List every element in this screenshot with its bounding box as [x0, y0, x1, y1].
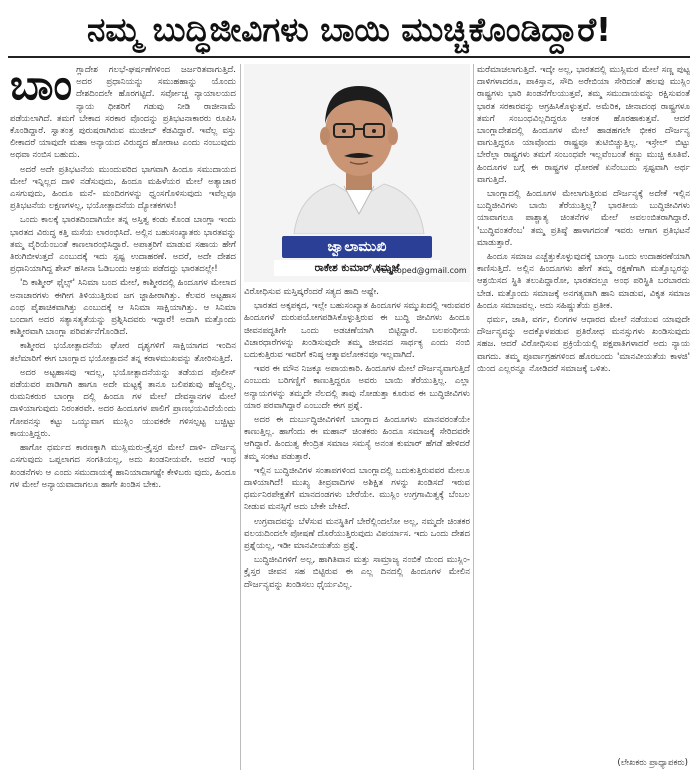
- article-column-1: [10, 64, 236, 770]
- paragraph: ಬಾಂಗ್ಲಾದಲ್ಲಿ ಹಿಂದೂಗಳ ಮೇಲಾಗುತ್ತಿರುವ ದೌರ್ಜನ್ಯಕ್ಕೆ ಅದೇಕೆ ಇಲ್ಲಿನ ಬುದ್ಧಿಜೀವಿಗಳು ಬಾಯಿ ತೆರೆಯುತ್ತಿಲ್ಲ? ಭಾರತೀಯ ಬುದ್ಧಿಜೀವಿಗಳು ಯಾವಾಗಲೂ ಪಾಶ್ಚಾತ್ಯ ಚಿಂತನೆಗಳ ಮೇಲೆ ಅವಲಂಬಿತರಾಗಿದ್ದಾರೆ. 'ಬುದ್ಧಿವಂತರೆಂಬ' ತಮ್ಮ ಪ್ರತಿಷ್ಠೆ ಹಾಳಾಗದಂತೆ ಇವರು ಆಗಾಗ ಪ್ರತಿಭಟನೆ ಮಾಡುತ್ತಾರೆ.: [477, 189, 690, 248]
- paragraph: ಇವರ ಈ ಮೌನ ನಿಜಕ್ಕೂ ಅಪಾಯಕಾರಿ. ಹಿಂದೂಗಳ ಮೇಲೆ ದೌರ್ಜನ್ಯವಾಗುತ್ತಿದೆ ಎಂಬುದು ಬರಿಗಣ್ಣಿಗೆ ಕಾಣುತ್ತಿದ್ದರೂ ಅವರು ಬಾಯಿ ತೆರೆಯುತ್ತಿಲ್ಲ. ಎಲ್ಲಾ ಅನ್ಯಾಯಗಳನ್ನು ತಮ್ಮದೇ ನೆಲದಲ್ಲಿ ತಾವು ನೋಡುತ್ತಾ ಕೂರುವ ಈ ಬುದ್ಧಿಜೀವಿಗಳು ಯಾರ ಪರವಾಗಿದ್ದಾರೆ ಎಂಬುದೇ ಈಗ ಪ್ರಶ್ನೆ.: [244, 364, 470, 411]
- paragraph: ಧರ್ಮ, ಜಾತಿ, ವರ್ಗ, ಲಿಂಗಗಳ ಆಧಾರದ ಮೇಲೆ ನಡೆಯುವ ಯಾವುದೇ ದೌರ್ಜನ್ಯವನ್ನು ಅದಕ್ಕೊಳಪಡುವ ಪ್ರತಿರೋಧ ಮನಸ್ಸುಗಳು ಖಂಡಿಸುವುದು ಸಹಜ. ಆದರೆ ವಿರೋಧಿಸುವ ಪ್ರಕ್ರಿಯೆಯಲ್ಲಿ ಪಕ್ಷಪಾತಿಗಳಾದರೆ ಅದು ನ್ಯಾಯ ವಾಗದು. ತಮ್ಮ ಪೂರ್ವಾಗ್ರಹಗಳಿಂದ ಹೊರಬಂದು 'ಮಾನವೀಯತೆಯ ಕಾಳಜಿ' ಯಿಂದ ಎಲ್ಲರನ್ನೂ ನೋಡಿದರೆ ಸಮಾಜಕ್ಕೆ ಒಳಿತು.: [477, 315, 690, 374]
- lead-paragraph: ಬಾಂಗ್ಲಾದೇಶ ಗಲಭೆ-ಘರ್ಷಣೆಗಳಿಂದ ಜರ್ಜರಿತವಾಗುತ್ತಿದೆ. ಅದರ ಪ್ರಧಾನಿಯನ್ನು ಸಮುಹಹಾನ್ನು ಯೊಂದು ದೇಶದಿಂದಲೇ ಹೊರಗಟ್ಟಿದೆ. ಸರ್ವೋಚ್ಚ ನ್ಯಾಯಾಲಯದ ನ್ಯಾಯ ಧೀಶರಿಗೆ ಗಡುವು ನೀಡಿ ರಾಜೀನಾಮೆ ಪಡೆಯಲಾಗಿದೆ. ತಮಗೆ ಬೇಕಾದ ಸರಕಾರ ವೊಂದನ್ನು ಪ್ರತಿಭಟನಾಕಾರರು ರೂಪಿಸಿ ಕೊಂಡಿದ್ದಾರೆ. ಸ್ವಾತಂತ್ರ ಪುರುಷರಾಗಿರುವ ಮುಜೀಬ್ ಕೆಡವಿದ್ದಾರೆ. ಇವೆಲ್ಲ ವಸ್ತು ಲೀಕಾದರೆ ಯಾವುದೇ ಮಹಾ ಅನ್ಯಾಯದ ವಿರುದ್ಧದ ಹೋರಾಟ ಎಂದು ನಂಬುವುದು ಅಥವಾ ನಂಬಿಸ ಬಹುದು.: [10, 64, 236, 161]
- author-byline: ರಾಕೇಶ ಕುಮಾರ್ ಕಮ್ಮಜೆ: [274, 260, 440, 276]
- paragraph: ಮರೆಮಾಚಲಾಗುತ್ತಿದೆ. ಇದ್ಕೇ ಅಲ್ಲ, ಭಾರತದಲ್ಲಿ ಮುಸ್ಲಿಮರ ಮೇಲೆ ಸಣ್ಣ ಪುಟ್ಟ ದಾಳಿಗಳಾದರೂ, ಪಾಕಿಸ್ತಾನ, ಸೌದಿ ಅರೇಬಿಯಾ ಸೇರಿದಂತೆ ಹಲವು ಮುಸ್ಲಿಂ ರಾಷ್ಟ್ರಗಳು ಭಾರಿ ಖಂಡನೆಗೆಲಯುತ್ತವೆ, ತಮ್ಮ ಸಮುದಾಯವನ್ನು ರಕ್ಷಿಸುವಂತೆ ಭಾರತ ಸರಕಾರವನ್ನು ಆಗ್ರಹಿಸಿಕೊಳ್ಳುತ್ತವೆ. ಅಮೆರಿಕ, ಚೀನಾದಂಥ ರಾಷ್ಟ್ರಗಳೂ ತಮಗೆ ಸಂಬಂಧವಿಲ್ಲದಿದ್ದರೂ ಆತಂಕ ಹೊರಹಾಕುತ್ತವೆ. ಆದರೆ ಬಾಂಗ್ಲಾದೇಶದಲ್ಲಿ ಹಿಂದೂಗಳ ಮೇಲೆ ಹಾಡಹಗಲೇ ಭೀಕರ ದೌರ್ಜನ್ಯ ವಾಗುತ್ತಿದ್ದರೂ ಯಾವೊಂದು ರಾಷ್ಟ್ರವೂ ತುಟಿಬಿಚ್ಚುತ್ತಿಲ್ಲ. ಇಸ್ರೇಲ್ ಬಿಟ್ಟು ಬೇರೆಲ್ಲಾ ರಾಷ್ಟ್ರಗಳು ತಮಗೆ ಸಂಬಂಧವೇ ಇಲ್ಲವೆಂಬಂತೆ ಕಣ್ಣು ಮುಚ್ಚಿ ಕೂತಿವೆ. ಹಿಂದೂಗಳ ಬಗ್ಗೆ ಈ ರಾಷ್ಟ್ರಗಳ ಧೋರಣೆ ಏನೆಂಬುದು ಸ್ಪಷ್ಟವಾಗಿ ಅರ್ಥ ವಾಗುತ್ತಿದೆ.: [477, 65, 690, 185]
- author-note: (ಲೇಖಕರು ಪ್ರಾಧ್ಯಾಪಕರು): [617, 758, 688, 768]
- paragraph: ಭಾರತದ ಅಕ್ಕಪಕ್ಕದ, ಇಲ್ಲೇ ಬಹುಸಂಖ್ಯಾತ ಹಿಂದೂಗಳ ಸಮ್ಮುಖದಲ್ಲಿ ಇರುವವರ ಹಿಂದೂಗಳೆ ದುರುಪಯೋಗಪಡಿಸಿಕೊಳ್ಳುತ್ತಿರುವ ಈ ಬುದ್ಧಿ ಜೀವಿಗಳು ಹಿಂದೂ ಜೀವನಪದ್ಧತಿಗೇ ಒಂದು ಅಡಚಣೆಯಾಗಿ ಬಿಟ್ಟಿದ್ದಾರೆ. ಬಲಪಂಥೀಯ ವಿಚಾರಧಾರೆಗಳನ್ನು ಖಂಡಿಸುವುದೇ ತಮ್ಮ ಜೀವನದ ಸಾರ್ಥಕ್ಯ ಎಂದು ನಂಬಿ ಬದುಕುತ್ತಿರುವ ಇವರಿಗೆ ಕನಿಷ್ಠ ಆತ್ಮಾವಲೋಕನವೂ ಇಲ್ಲವಾಗಿದೆ.: [244, 301, 470, 361]
- paragraph: ಇಲ್ಲಿನ ಬುದ್ಧಿಜೀವಿಗಳ ಸಂತಾಪಗಳಿಂದ ಬಾಂಗ್ಲಾದಲ್ಲಿ ಬದುಕುತ್ತಿರುವವರ ಮೇಲೂ ದಾಳಿಯಾಗಿದೆ! ಮುಖ್ಯ ತೀವ್ರವಾದಿಗಳ ಅಶಿಕ್ಷಿತ ಗಳನ್ನು ಖಂಡಿಸದೆ ಇರುವ ಧರ್ಮನಿರಪೇಕ್ಷತೆಗೆ ಮಾನದಂಡಗಳು ಬೇರೆಯೇ. ಮುಸ್ಲಿಂ ಉಗ್ರಗಾಮಿತ್ವಕ್ಕೆ ಬೆಂಬಲ ನೀಡುವ ಮನಸ್ಸಿಗೆ ಅದು ಬೇಕೇ ಬೇಕಿದೆ.: [244, 465, 470, 513]
- column-divider: [473, 64, 474, 770]
- paragraph: ವಿರೋಧಿಸುವ ಮಸ್ತಿಷ್ಕರೆಂದರೆ ಸತ್ಯದ ಹಾದಿ ಅಷ್ಟೇ.: [244, 287, 380, 297]
- headline: ನಮ್ಮ ಬುದ್ಧಿಜೀವಿಗಳು ಬಾಯಿ ಮುಚ್ಚಿಕೊಂಡಿದ್ದಾರೆ!: [86, 10, 612, 49]
- column-divider: [240, 64, 241, 770]
- paragraph: ಒಂದು ಕಾಲಕ್ಕೆ ಭಾರತದಿಂದಾಗಿಯೇ ತನ್ನ ಅಸ್ತಿತ್ವ ಕಂಡು ಕೊಂಡ ಬಾಂಗ್ಲಾ ಇಂದು ಭಾರತದ ವಿರುದ್ಧ ಕತ್ತಿ ಮಸೆಯ ಲಾರಂಭಿಸಿದೆ. ಅಲ್ಲಿನ ಬಹುಸಂಖ್ಯಾತರು ಭಾರತವನ್ನು ತಮ್ಮ ವೈರಿಯೆಂಬಂತೆ ಕಾಣಲಾರಂಭಿಸಿದ್ದಾರೆ. ಅಪಾತ್ರರಿಗೆ ಮಾಡುವ ಸಹಾಯ ಹೇಗೆ ತಿರುಗಿಬೀಳುತ್ತದೆ ಎಂಬುದಕ್ಕೆ ಇದು ಸ್ಪಷ್ಟ ಉದಾಹರಣೆ. ಅದರೆ, ಅದೇ ದೇಶದ ಪ್ರಧಾನಿಯಾಗಿದ್ದ ಶೇಖ್ ಹಸೀನಾ ಓಡಿಬಂದು ಆಶ್ರಯ ಪಡೆದದ್ದು ಭಾರತದಲ್ಲೇ!: [10, 215, 236, 275]
- author-email: vveditoped@gmail.com: [372, 266, 467, 275]
- paragraph: ಅದರ ಈ ದುರ್ಬುದ್ಧಿಜೀವಿಗಳಿಗೆ ಬಾಂಗ್ಲಾದ ಹಿಂದೂಗಳು ಮಾನವರಂತೆಯೇ ಕಾಣುತ್ತಿಲ್ಲ. ಹಾಗೆಂದು ಈ ಮಹಾನ್ ಚಿಂತಕರು ಹಿಂದೂ ಸಮಾಜಕ್ಕೆ ಸೇರಿದವರೇ ಆಗಿದ್ದಾರೆ. ಹಿಂದುತ್ವ ಕೇಂದ್ರಿತ ಸಮಾಜ ಸಮಸ್ಯೆ ಅನಂತ ಕುಮಾರ್ ಹೆಗಡೆ ಹೇಳಿದರೆ ತಮ್ಮ ಸಂಕಟ ಪಡುತ್ತಾರೆ.: [244, 415, 470, 462]
- paragraph: ಅದರೆ ಅದೇ ಪ್ರತಿಭಟನೆಯ ಮುಂದುವರಿದ ಭಾಗವಾಗಿ ಹಿಂದೂ ಸಮುದಾಯದ ಮೇಲೆ ಇನ್ನಿಲ್ಲದ ದಾಳಿ ನಡೆಸುವುದು, ಹಿಂದೂ ಮಹಿಳೆಯರ ಮೇಲೆ ಅತ್ಯಾಚಾರ ಎಸಗುವುದು, ಹಿಂದೂ ಮನೆ- ಮಂದಿರಗಳನ್ನು ಧ್ವಂಸಗೊಳಿಸುವುದು ಇವೆಲ್ಲವೂ ಪ್ರತಿಭಟನೆಯ ಲಕ್ಷಣಗಳಲ್ಲ, ಭಯೋತ್ಪಾದನೆಯ ದ್ಯೋತಕಗಳು!: [10, 164, 236, 212]
- paragraph: ಹಿಂದೂ ಸಮಾಜ ಎಚ್ಚೆತ್ತುಕೊಳ್ಳುವುದಕ್ಕೆ ಬಾಂಗ್ಲಾ ಒಂದು ಉದಾಹರಣೆಯಾಗಿ ಕಾಣಿಸುತ್ತಿದೆ. ಅಲ್ಲಿನ ಹಿಂದೂಗಳು ಹೇಗೆ ತಮ್ಮ ರಕ್ಷಣೆಗಾಗಿ ಮತ್ತೊಬ್ಬರನ್ನು ಆಶ್ರಯಿಸದ ಸ್ಥಿತಿ ತಲುಪಿದ್ದಾರೋ, ಭಾರತದಲ್ಲೂ ಅಂಥ ಪರಿಸ್ಥಿತಿ ಬರಬಾರದು ಬೇಡ. ಮತ್ತೊಂದು ಸಮಾಜಕ್ಕೆ ಅನಗತ್ಯವಾಗಿ ಹಾನಿ ಮಾಡುವ, ವಿಕೃತ ಸಮಾಜ ಹಿಂದೂ ಸಮಾಜವಲ್ಲ. ಅದು ಸಹಿಷ್ಣುತೆಯ ಪ್ರತೀಕ.: [477, 252, 690, 311]
- article-column-3: [477, 64, 690, 754]
- headline-rule: [8, 56, 690, 58]
- paragraph: ಬುದ್ಧಿಜೀವಿಗಳಿಗೆ ಅಲ್ಲ, ಹಾಗಿತಿವಾನ ಮತ್ತು ಸಾಮ್ರಾಜ್ಯ ನಂಬಿಕೆ ಯಿಂದ ಮುಸ್ಲಿಂ-ಕ್ರೈಸ್ತರ ಜೀವನ ಸಹ ಬಿಟ್ಟಿರುವ ಈ ಎಲ್ಲ ದಿನದಲ್ಲಿ ಹಿಂದೂಗಳ ಮೇಲಿನ ದೌರ್ಜನ್ಯವನ್ನು ಖಂಡಿಸಲು ಧೈರ್ಯವಿಲ್ಲ.: [244, 555, 470, 590]
- paragraph: ಅದರ ಅಟ್ಟಹಾಸವು ಇದಲ್ಲ, ಭಯೋತ್ಪಾದನೆಯನ್ನು ತಡೆಯದ ಪೊಲೀಸ್ ಪಡೆಯವರ ಪಾಡಿಗಾಗಿ ಹಾಗೂ ಅದೇ ಮಟ್ಟಕ್ಕೆ ತಾನೂ ಬಲಿಪಶುವು ಹೆಜ್ಜಲಿಲ್ಲ. ರುಮನಿಕರುರ ಬಾಂಗ್ಲಾ ದಲ್ಲಿ ಹಿಂದೂ ಗಳ ಮೇಲೆ ದೇವಸ್ಥಾನಗಳ ಮೇಲೆ ದಾಳಿಯಾಗುವುದು ನಿರಂತರವೇ. ಅದರ ಹಿಂದೂಗಳ ಪಾಲಿಗೆ ಪ್ರಾಣಭಯವಿದೆಯೆಂದು ಗೋಪನಸ್ಸು ಕಟ್ಟು ಒಯ್ಯುವಾಗ ಮುಸ್ಲಿಂ ಯುವಕರೇ ಗಳಿಸಲ್ಪಟ್ಟ ಬಚ್ಚಿಟ್ಟು ಕಾಯುತ್ತಿದ್ದರು.: [10, 367, 236, 439]
- column-name-banner: ಜ್ವಾಲಾಮುಖಿ: [282, 236, 432, 258]
- article-column-2: [244, 286, 470, 770]
- paragraph: ಹಾಗೋ ಧರ್ಮದ ಕಾರಣಕ್ಕಾಗಿ ಮುಸ್ಲಿಮರು-ಕ್ರೈಸ್ತರ ಮೇಲೆ ದಾಳಿ- ದೌರ್ಜನ್ಯ ಎಸಗುವುದು ಒಪ್ಪಲಾಗದ ಸಂಗತಿಯಲ್ಲ, ಅದು ಖಂಡನೀಯವೇ. ಅದರೆ ಇಂಥ ಖಂಡನೆಗಳು ಆ ಎಂದು ಸಮುದಾಯಕ್ಕೆ ಹಾನಿಯಾದಾಗಷ್ಟೇ ಕೇಳಿಬರು ವುದು, ಹಿಂದೂ ಗಳ ಮೇಲೆ ಅನ್ಯಾಯವಾದಾಗಲೂ ಹಾಗೇ ಖಂಡಿಸ ಬೇಕು.: [10, 443, 236, 490]
- author-box: [244, 64, 470, 282]
- paragraph: 'ದಿ ಕಾಶ್ಮೀರ್ ಫೈಲ್ಸ್' ಸಿನಿಮಾ ಬಂದ ಮೇಲೆ, ಕಾಶ್ಮೀರದಲ್ಲಿ ಹಿಂದೂಗಳ ಮೇಲಾದ ಅನಾಚಾರಗಳು ಈಗೀಗ ತಿಳಿಯುತ್ತಿರುವ ಜಗ ಜ್ಜಾಹೀರಾಗಿತ್ತು. ಕೆಲವರ ಅಟ್ಟಹಾಸ ಎಂಥ ಪೈಶಾಚಿಕವಾಗಿತ್ತು ಎಂಬುದಕ್ಕೆ ಆ ಸಿನಿಮಾ ಸಾಕ್ಷಿಯಾಗಿತ್ತು. ಆ ಸಿನಿಮಾ ಬಂದಾಗ ಅದರ ಸತ್ಯಾಸತ್ಯತೆಯನ್ನು ಪ್ರಶ್ನಿಸಿದವರು ಇದ್ದಾರೆ! ಅದಾಗಿ ಮತ್ತೊಂದು ಕಾಶ್ಮೀರವಾಗಿ ಬಾಂಗ್ಲಾ ಪರಿವರ್ತನೆಗೊಂಡಿದೆ.: [10, 278, 236, 338]
- paragraph: ಕಾಶ್ಮೀರದ ಭಯೋತ್ಪಾದನೆಯ ಘೋರ ದೃಶ್ಯಗಳಿಗೆ ಸಾಕ್ಷಿಯಾಗದ ಇಂದಿನ ತಲೆಮಾರಿಗೆ ಈಗ ಬಾಂಗ್ಲಾದ ಭಯೋತ್ಪಾದನೆ ತನ್ನ ಕರಾಳಮುಖವನ್ನು ತೋರಿಸುತ್ತಿದೆ.: [10, 341, 236, 364]
- dropcap: ಬಾಂ: [10, 64, 73, 109]
- author-photo: [284, 64, 434, 234]
- paragraph: ಉಗ್ರವಾದವನ್ನು ಬೆಳೆಸುವ ಮನಸ್ಥಿತಿಗೆ ಬೇರೆಲ್ಲಿಂದಲೋ ಅಲ್ಲ, ನಮ್ಮದೇ ಚಿಂತಕರ ವಲಯದಿಂದಲೇ ಪೋಷಣೆ ದೊರೆಯುತ್ತಿರುವುದು ವಿಪರ್ಯಾಸ. ಇದು ಒಂದು ದೇಶದ ಪ್ರಶ್ನೆಯಲ್ಲ, ಇಡೀ ಮಾನವೀಯತೆಯ ಪ್ರಶ್ನೆ.: [244, 516, 470, 552]
